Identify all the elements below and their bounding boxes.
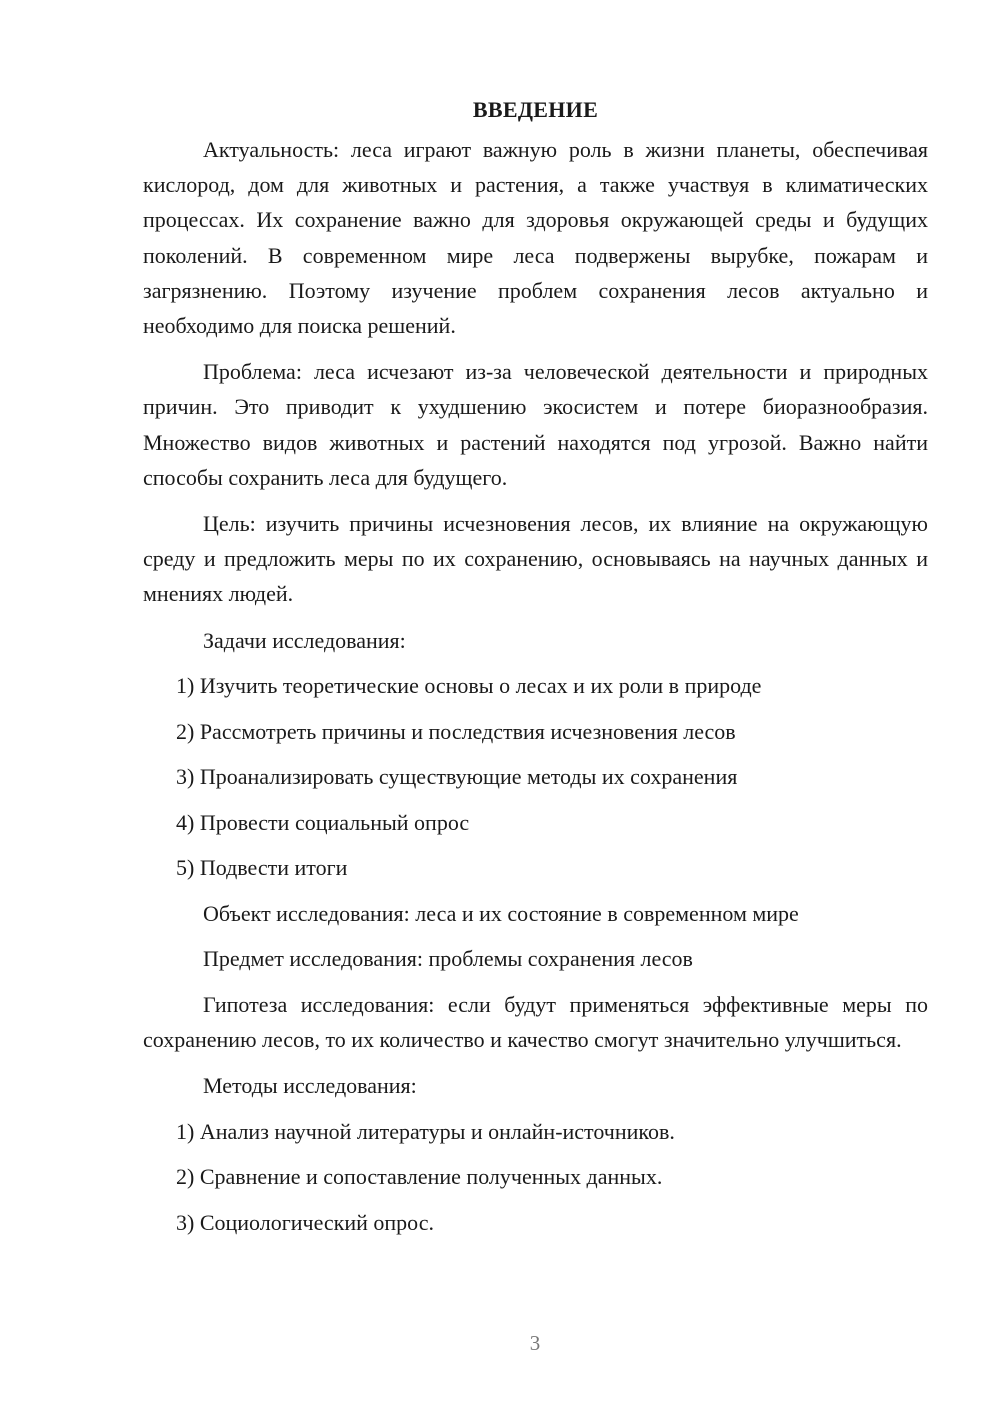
relevance-paragraph: Актуальность: леса играют важную роль в жизни планеты, обеспечивая кислород, дом для животных и растения, а также участвуя в климатических процессах. Их сохранение важно для здоровья окружающей среды и будущих поколений. В современном мире леса подвержены вырубке, пожарам и загрязнению. Поэтому изучение проблем сохранения лесов актуально и необходимо для поиска решений. bbox=[143, 137, 928, 339]
document-page bbox=[143, 92, 928, 1250]
problem-paragraph: Проблема: леса исчезают из-за человеческой деятельности и природных причин. Это приводит к ухудшению экосистем и потере биоразнообразия. Множество видов животных и растений находятся под угрозой. Важно найти способы сохранить леса для будущего. bbox=[143, 359, 928, 490]
task-item: 1) Изучить теоретические основы о лесах и их роли в природе bbox=[176, 673, 762, 699]
method-item: 2) Сравнение и сопоставление полученных данных. bbox=[176, 1164, 663, 1190]
page-number: 3 bbox=[529, 1331, 541, 1355]
methods-heading: Методы исследования: bbox=[203, 1073, 417, 1099]
goal-paragraph: Цель: изучить причины исчезновения лесов, их влияние на окружающую среду и предложить меры по их сохранению, основываясь на научных данных и мнениях людей. bbox=[143, 511, 928, 607]
object-line: Объект исследования: леса и их состояние в современном мире bbox=[203, 900, 799, 926]
task-item: 3) Проанализировать существующие методы их сохранения bbox=[176, 764, 738, 790]
task-item: 2) Рассмотреть причины и последствия исчезновения лесов bbox=[176, 718, 736, 744]
section-title: ВВЕДЕНИЕ bbox=[472, 97, 599, 122]
tasks-heading: Задачи исследования: bbox=[203, 627, 406, 653]
task-item: 4) Провести социальный опрос bbox=[176, 809, 470, 835]
subject-line: Предмет исследования: проблемы сохранения лесов bbox=[203, 946, 693, 972]
method-item: 3) Социологический опрос. bbox=[176, 1209, 434, 1235]
method-item: 1) Анализ научной литературы и онлайн-источников. bbox=[176, 1118, 675, 1144]
task-item: 5) Подвести итоги bbox=[176, 855, 348, 881]
hypothesis-paragraph: Гипотеза исследования: если будут применяться эффективные меры по сохранению лесов, то их количество и качество смогут значительно улучшиться. bbox=[143, 991, 928, 1052]
